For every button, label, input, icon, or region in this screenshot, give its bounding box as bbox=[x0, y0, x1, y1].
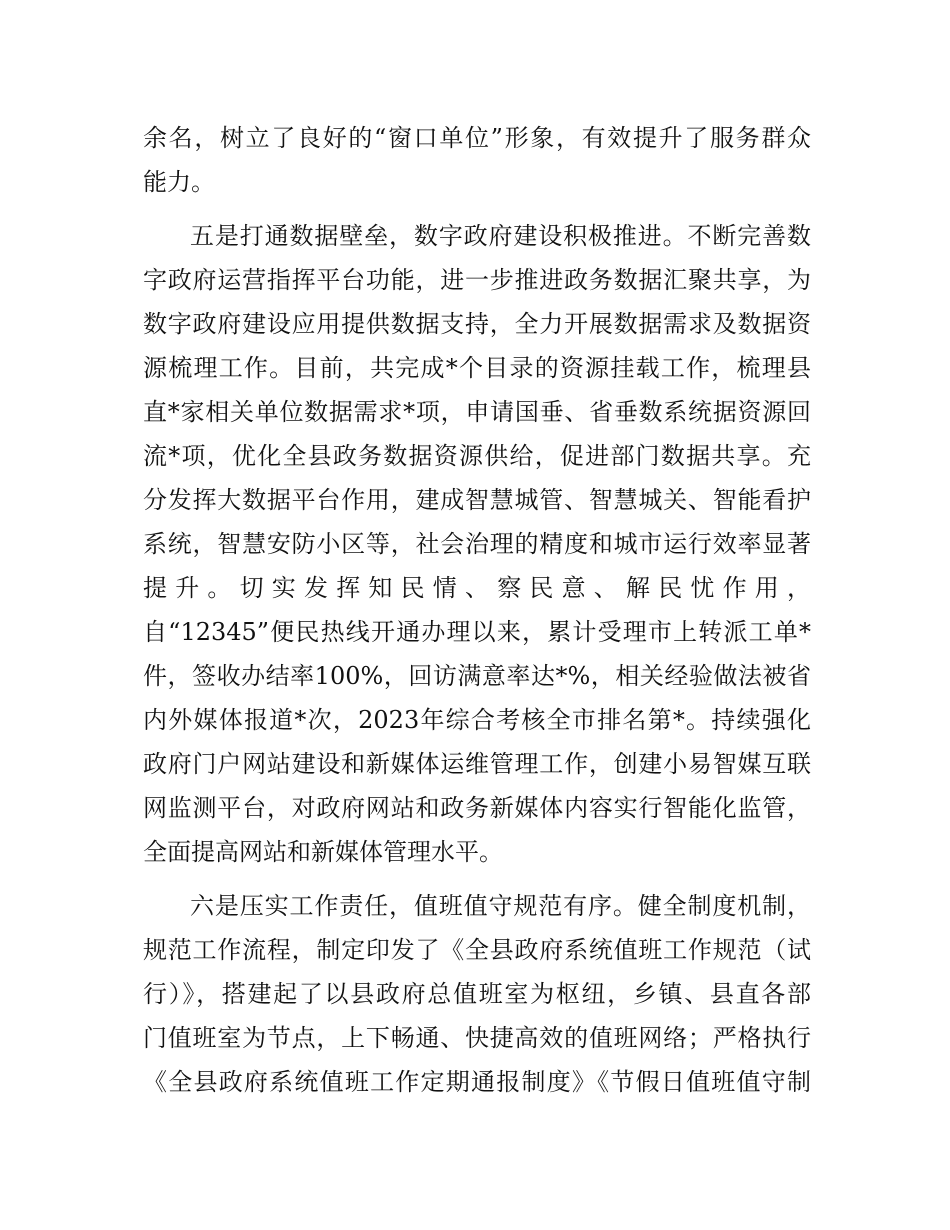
paragraph-heading-line: 五是打通数据壁垒，数字政府建设积极推进。不断完善数 bbox=[190, 222, 811, 250]
text-line: 能力。 bbox=[143, 168, 215, 196]
text-line: 余名，树立了良好的“窗口单位”形象，有效提升了服务群众 bbox=[143, 124, 811, 152]
text-line: 源梳理工作。目前，共完成*个目录的资源挂载工作，梳理县 bbox=[143, 354, 811, 382]
text-line: 行）》，搭建起了以县政府总值班室为枢纽，乡镇、县直各部 bbox=[143, 980, 811, 1008]
text-line: 直*家相关单位数据需求*项，申请国垂、省垂数系统据资源回 bbox=[143, 398, 811, 426]
text-line: 政府门户网站建设和新媒体运维管理工作，创建小易智媒互联 bbox=[143, 750, 811, 778]
text-line: 分发挥大数据平台作用，建成智慧城管、智慧城关、智能看护 bbox=[143, 486, 811, 514]
text-line: 网监测平台，对政府网站和政务新媒体内容实行智能化监管， bbox=[143, 794, 811, 822]
text-line: 数字政府建设应用提供数据支持，全力开展数据需求及数据资 bbox=[143, 310, 811, 338]
text-line: 《全县政府系统值班工作定期通报制度》《节假日值班值守制 bbox=[143, 1068, 811, 1096]
text-line: 提升。切实发挥知民情、察民意、解民忧作用， bbox=[143, 574, 811, 602]
text-line: 件，签收办结率100%，回访满意率达*%，相关经验做法被省 bbox=[143, 662, 811, 690]
text-line: 系统，智慧安防小区等，社会治理的精度和城市运行效率显著 bbox=[143, 530, 811, 558]
text-line: 规范工作流程，制定印发了《全县政府系统值班工作规范（试 bbox=[143, 936, 811, 964]
paragraph-heading-line: 六是压实工作责任，值班值守规范有序。健全制度机制， bbox=[190, 892, 811, 920]
text-line: 内外媒体报道*次，2023年综合考核全市排名第*。持续强化 bbox=[143, 706, 811, 734]
text-line: 全面提高网站和新媒体管理水平。 bbox=[143, 838, 503, 866]
text-line: 字政府运营指挥平台功能，进一步推进政务数据汇聚共享，为 bbox=[143, 266, 811, 294]
text-line: 门值班室为节点，上下畅通、快捷高效的值班网络；严格执行 bbox=[143, 1024, 811, 1052]
text-line: 流*项，优化全县政务数据资源供给，促进部门数据共享。充 bbox=[143, 442, 811, 470]
text-line: 自“12345”便民热线开通办理以来，累计受理市上转派工单* bbox=[143, 618, 811, 646]
